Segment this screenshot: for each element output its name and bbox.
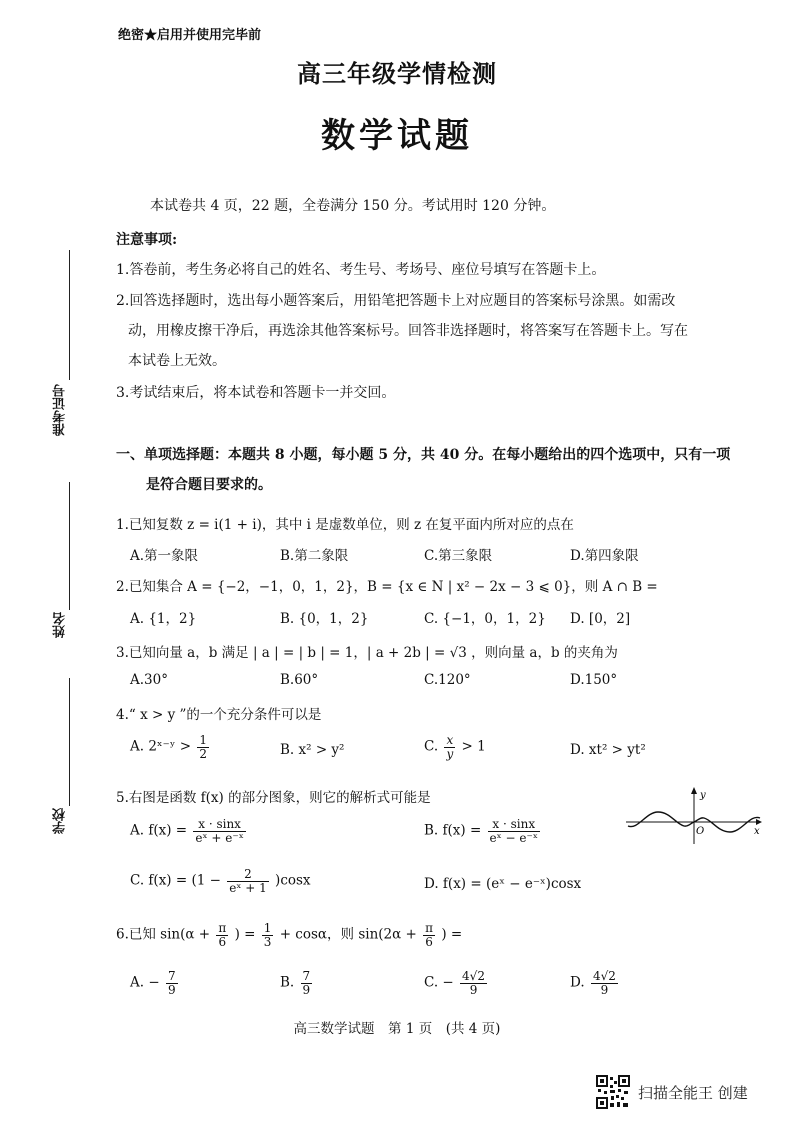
fraction-numerator: 7 — [302, 969, 311, 983]
exam-no-line — [69, 250, 70, 380]
scanner-label: 扫描全能王 创建 — [638, 1083, 748, 1102]
function-graph — [624, 786, 764, 846]
option-c — [130, 868, 311, 894]
qr-code-icon — [596, 1075, 630, 1109]
note-line: 1.答卷前，考生务必将自己的姓名、考生号、考场号、座位号填写在答题卡上。 — [116, 262, 606, 278]
option-c-fraction — [444, 734, 455, 760]
fraction-numerator: 4√2 — [462, 969, 485, 983]
fraction-numerator: 4√2 — [592, 969, 616, 983]
option-d — [570, 970, 620, 996]
school-line — [69, 678, 70, 806]
q6-stem-part: 6.已知 sin(α + — [116, 926, 211, 943]
fraction-denominator: 9 — [167, 982, 176, 997]
option-c: C. {−1，0，1，2} — [424, 611, 546, 627]
fraction-denominator: y — [446, 746, 454, 761]
origin-label: O — [696, 826, 705, 837]
q6-fraction — [262, 922, 274, 948]
option-a-fraction — [166, 970, 178, 996]
option-a — [130, 970, 180, 996]
option-b: B.第二象限 — [280, 548, 349, 564]
option-b — [424, 818, 542, 844]
option-c: C.第三象限 — [424, 548, 493, 564]
fraction-denominator: 9 — [302, 982, 311, 997]
q6-stem-part: ) = — [234, 926, 256, 943]
option-a-prefix: A. − — [130, 974, 160, 991]
option-b: B. {0，1，2} — [280, 611, 369, 627]
option-a: A.第一象限 — [130, 548, 199, 564]
option-a — [130, 818, 248, 844]
q6-stem-part: ) = — [441, 926, 463, 943]
question-stem: 1.已知复数 z = i(1 + i)，其中 i 是虚数单位，则 z 在复平面内所对应的点在 — [116, 517, 574, 533]
fraction-numerator: 1 — [263, 921, 272, 935]
x-axis-arrow — [756, 819, 762, 825]
note-line: 3.考试结束后，将本试卷和答题卡一并交回。 — [116, 385, 396, 401]
confidential-note: 绝密★启用并使用完毕前 — [118, 28, 262, 43]
option-c-prefix: C. — [424, 738, 439, 755]
question-stem: 3.已知向量 a，b 满足 | a | = | b | = 1，| a + 2b | = √3 ，则向量 a，b 的夹角为 — [116, 645, 618, 661]
note-line: 本试卷上无效。 — [128, 353, 226, 369]
fraction-denominator: 9 — [469, 982, 478, 997]
q6-fraction — [423, 922, 435, 948]
option-a: A. {1，2} — [130, 611, 197, 627]
fraction-numerator: 2 — [227, 868, 269, 882]
subject-title: 数学试题 — [321, 116, 473, 156]
section-heading-cont: 是符合题目要求的。 — [146, 477, 272, 493]
option-b — [280, 970, 314, 996]
name-label: 姓名 — [53, 612, 68, 638]
option-d: D. xt² > yt² — [570, 742, 646, 758]
option-a — [130, 734, 211, 760]
section-heading: 一、单项选择题：本题共 8 小题，每小题 5 分，共 40 分。在每小题给出的四个选项中，只有一项 — [116, 447, 731, 463]
q6-fraction — [216, 922, 228, 948]
question-stem: 2.已知集合 A = {−2，−1，0，1，2}，B = {x ∈ N | x² − 2x − 3 ⩽ 0}，则 A ∩ B = — [116, 579, 658, 595]
question-stem: 4.“ x > y ”的一个充分条件可以是 — [116, 707, 322, 723]
option-c-suffix: > 1 — [461, 738, 486, 755]
option-b: B.60° — [280, 672, 319, 688]
notes-heading: 注意事项: — [116, 232, 178, 248]
fraction-denominator: eˣ + e⁻ˣ — [195, 830, 244, 845]
option-c-suffix: )cosx — [275, 872, 311, 889]
fraction-numerator: 7 — [167, 969, 176, 983]
option-a-fraction — [193, 818, 245, 844]
option-d: D. f(x) = (eˣ − e⁻ˣ)cosx — [424, 876, 582, 892]
note-line: 动，用橡皮擦干净后，再选涂其他答案标号。回答非选择题时，将答案写在答题卡上。写在 — [128, 323, 688, 339]
q6-stem-part: + cosα，则 sin(2α + — [279, 926, 417, 943]
question-stem — [116, 922, 462, 948]
fraction-denominator: 6 — [425, 934, 433, 949]
fraction-denominator: eˣ − e⁻ˣ — [489, 830, 538, 845]
option-c-fraction — [227, 868, 269, 894]
option-c: C.120° — [424, 672, 471, 688]
option-d: D. [0，2] — [570, 611, 631, 627]
fraction-denominator: 3 — [263, 934, 272, 949]
fraction-numerator: 1 — [199, 733, 208, 747]
page-footer: 高三数学试题 第 1 页 (共 4 页) — [293, 1021, 501, 1037]
exam-intro: 本试卷共 4 页，22 题，全卷满分 150 分。考试用时 120 分钟。 — [150, 198, 556, 214]
scanner-watermark — [596, 1075, 748, 1109]
fraction-denominator: 6 — [218, 934, 227, 949]
name-line — [69, 482, 70, 610]
option-b-fraction — [488, 818, 540, 844]
option-b-prefix: B. — [280, 974, 295, 991]
fraction-numerator: x · sinx — [193, 818, 245, 832]
fraction-denominator: 9 — [600, 982, 609, 997]
fraction-numerator: π — [425, 921, 434, 935]
option-a-prefix: A. 2ˣ⁻ʸ > — [130, 738, 192, 755]
option-a-fraction — [197, 734, 209, 760]
option-d-fraction — [591, 970, 618, 996]
fraction-numerator: x · sinx — [488, 818, 540, 832]
y-axis-label: y — [700, 790, 706, 801]
option-c-prefix: C. − — [424, 974, 454, 991]
option-d: D.第四象限 — [570, 548, 639, 564]
x-axis-label: x — [754, 826, 760, 837]
fraction-denominator: eˣ + 1 — [229, 880, 267, 895]
option-b: B. x² > y² — [280, 742, 345, 758]
note-line: 2.回答选择题时，选出每小题答案后，用铅笔把答题卡上对应题目的答案标号涂黑。如需改 — [116, 293, 676, 309]
option-d-prefix: D. — [570, 974, 585, 991]
option-d: D.150° — [570, 672, 618, 688]
option-b-prefix: B. f(x) = — [424, 822, 482, 839]
option-a: A.30° — [130, 672, 168, 688]
exam-title: 高三年级学情检测 — [297, 60, 497, 88]
fraction-numerator: π — [218, 921, 227, 935]
question-stem: 5.右图是函数 f(x) 的部分图象，则它的解析式可能是 — [116, 790, 431, 806]
school-label: 学校 — [53, 808, 68, 834]
option-c-fraction — [460, 970, 487, 996]
option-b-fraction — [301, 970, 313, 996]
fraction-denominator: 2 — [199, 746, 208, 761]
option-c-prefix: C. f(x) = (1 − — [130, 872, 221, 889]
option-a-prefix: A. f(x) = — [130, 822, 188, 839]
fraction-numerator: x — [446, 733, 454, 747]
y-axis-arrow — [691, 787, 697, 794]
option-c — [424, 970, 489, 996]
option-c — [424, 734, 486, 760]
exam-no-label: 准考证号 — [53, 384, 68, 436]
